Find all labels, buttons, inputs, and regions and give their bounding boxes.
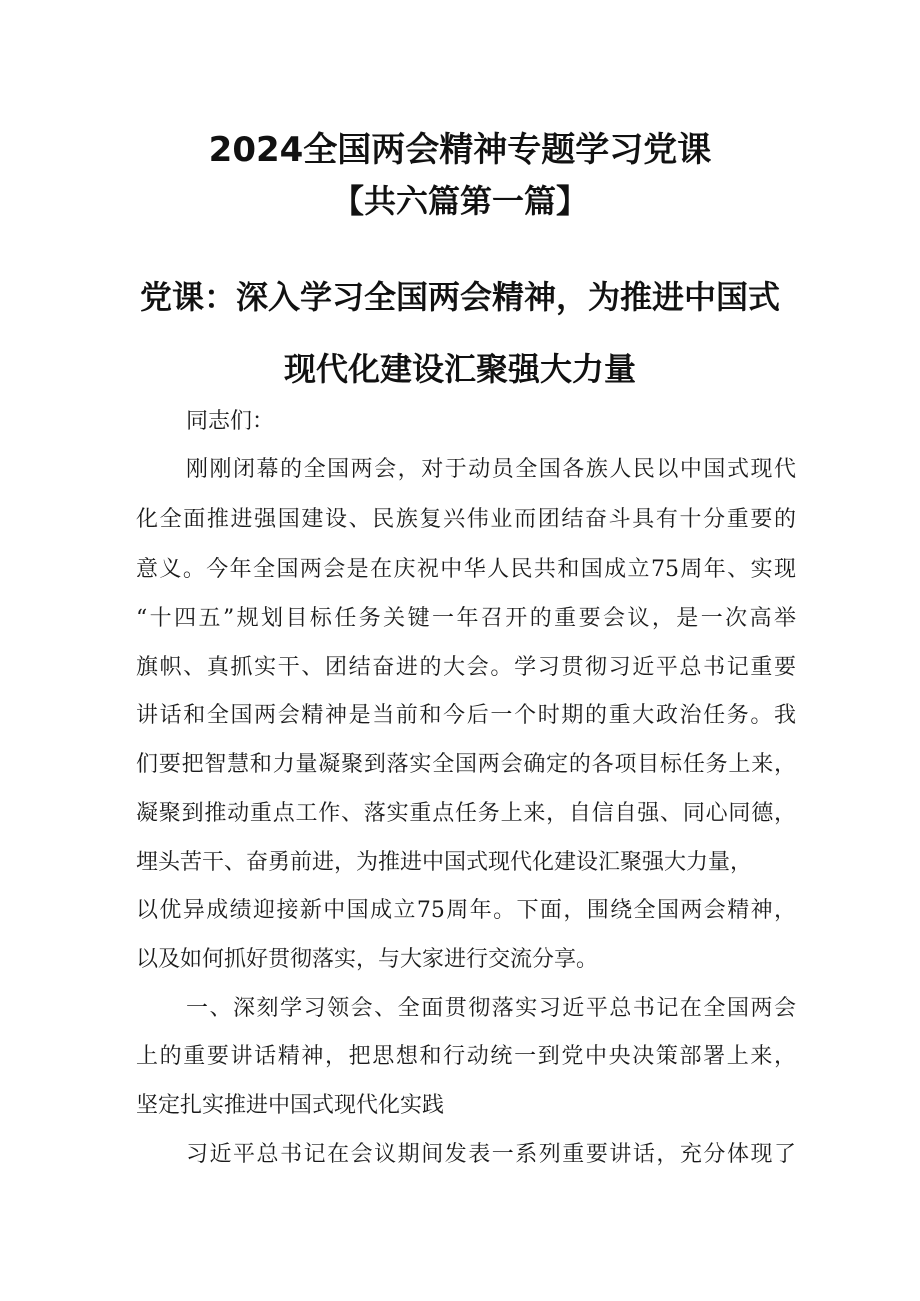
- document-title: 2024全国两会精神专题学习党课: [208, 130, 712, 170]
- section-heading-line: 上的重要讲话精神，把思想和行动统一到党中央决策部署上来，: [136, 1044, 796, 1069]
- paragraph-line: 们要把智慧和力量凝聚到落实全国两会确定的各项目标任务上来，: [136, 752, 796, 777]
- paragraph-line: 意义。今年全国两会是在庆祝中华人民共和国成立75周年、实现: [136, 557, 796, 582]
- paragraph-line: “十四五”规划目标任务关键一年召开的重要会议，是一次高举: [136, 606, 796, 631]
- lesson-title-line-1: 党课：深入学习全国两会精神，为推进中国式: [139, 278, 780, 316]
- paragraph-line: 习近平总书记在会议期间发表一系列重要讲话，充分体现了: [186, 1142, 796, 1167]
- paragraph-line: 凝聚到推动重点工作、落实重点任务上来，自信自强、同心同德，: [136, 801, 796, 826]
- paragraph-line: 以优异成绩迎接新中国成立75周年。下面，围绕全国两会精神，: [136, 898, 796, 923]
- paragraph-line: 讲话和全国两会精神是当前和今后一个时期的重大政治任务。我: [136, 703, 796, 728]
- paragraph-line: 化全面推进强国建设、民族复兴伟业而团结奋斗具有十分重要的: [136, 507, 796, 532]
- paragraph-line: 刚刚闭幕的全国两会，对于动员全国各族人民以中国式现代: [186, 457, 796, 482]
- section-heading-line: 坚定扎实推进中国式现代化实践: [136, 1093, 445, 1118]
- paragraph-line: 埋头苦干、奋勇前进，为推进中国式现代化建设汇聚强大力量，: [136, 850, 753, 875]
- paragraph-line: 旗帜、真抓实干、团结奋进的大会。学习贯彻习近平总书记重要: [136, 655, 796, 680]
- document-series-label: 【共六篇第一篇】: [331, 182, 588, 220]
- lesson-title-line-2: 现代化建设汇聚强大力量: [283, 350, 636, 388]
- section-heading-line: 一、深刻学习领会、全面贯彻落实习近平总书记在全国两会: [186, 996, 796, 1021]
- paragraph-line: 以及如何抓好贯彻落实，与大家进行交流分享。: [136, 947, 599, 972]
- salutation: 同志们：: [186, 409, 275, 434]
